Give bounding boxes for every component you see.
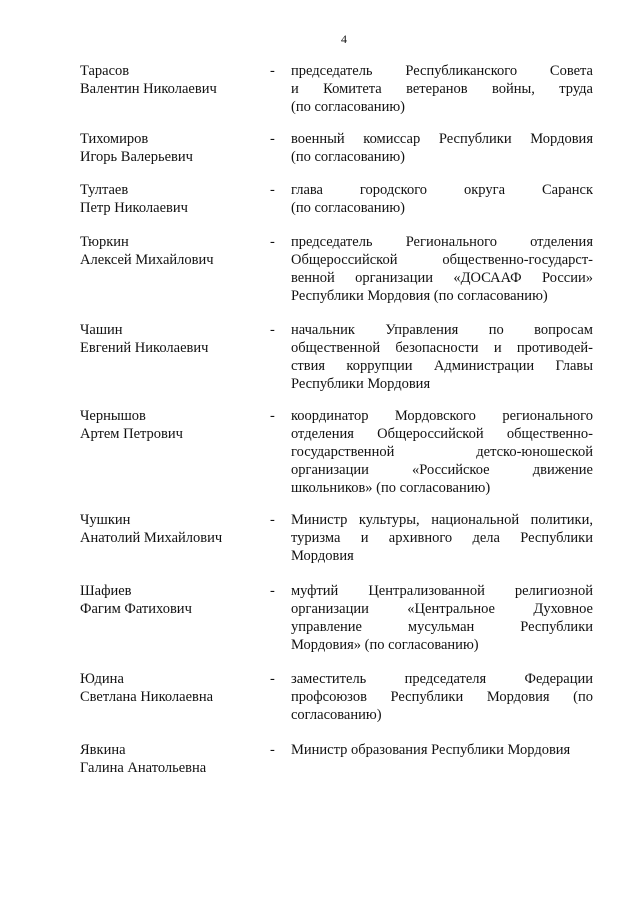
- member-given-names: Игорь Валерьевич: [80, 149, 193, 165]
- role-line: (по согласованию): [291, 149, 405, 165]
- separator-dash: -: [270, 131, 275, 147]
- member-surname: Шафиев: [80, 583, 132, 599]
- role-line: организации «Центральное Духовное: [291, 601, 593, 617]
- member-given-names: Валентин Николаевич: [80, 81, 217, 97]
- member-name: [80, 233, 265, 269]
- role-line: глава городского округа Саранск: [291, 182, 593, 198]
- member-given-names: Анатолий Михайлович: [80, 530, 223, 546]
- member-given-names: Светлана Николаевна: [80, 689, 214, 705]
- role-line: школьников» (по согласованию): [291, 480, 491, 496]
- separator-dash: -: [270, 583, 275, 599]
- member-name: [80, 741, 265, 777]
- member-name: [80, 321, 265, 357]
- role-line: венной организации «ДОСААФ России»: [291, 270, 593, 286]
- member-role: [291, 511, 593, 565]
- member-given-names: Фагим Фатихович: [80, 601, 192, 617]
- role-line: согласованию): [291, 707, 382, 723]
- page-number: 4: [341, 32, 347, 46]
- role-line: Министр культуры, национальной политики,: [291, 512, 593, 528]
- member-surname: Чернышов: [80, 408, 146, 424]
- member-role: [291, 407, 593, 497]
- member-name: [80, 181, 265, 217]
- member-role: [291, 130, 593, 166]
- member-surname: Тихомиров: [80, 131, 149, 147]
- member-name: [80, 407, 265, 443]
- role-line: муфтий Централизованной религиозной: [291, 583, 593, 599]
- role-line: Мордовия: [291, 548, 354, 564]
- role-line: Республики Мордовия: [291, 376, 431, 392]
- role-line: Мордовия» (по согласованию): [291, 637, 479, 653]
- separator-dash: -: [270, 742, 275, 758]
- role-line: (по согласованию): [291, 200, 405, 216]
- member-role: [291, 181, 593, 217]
- member-surname: Явкина: [80, 742, 126, 758]
- member-surname: Чушкин: [80, 512, 131, 528]
- role-line: государственной детско-юношеской: [291, 444, 593, 460]
- role-line: заместитель председателя Федерации: [291, 671, 593, 687]
- member-role: [291, 741, 593, 759]
- separator-dash: -: [270, 408, 275, 424]
- separator-dash: -: [270, 671, 275, 687]
- member-role: [291, 321, 593, 393]
- member-role: [291, 582, 593, 654]
- member-role: [291, 62, 593, 116]
- separator-dash: -: [270, 322, 275, 338]
- role-line: Общероссийской общественно-государст-: [291, 252, 593, 268]
- member-name: [80, 130, 265, 166]
- member-given-names: Евгений Николаевич: [80, 340, 209, 356]
- role-line: профсоюзов Республики Мордовия (по: [291, 689, 593, 705]
- member-name: [80, 62, 265, 98]
- role-line: (по согласованию): [291, 99, 405, 115]
- role-line: и Комитета ветеранов войны, труда: [291, 81, 593, 97]
- role-line: отделения Общероссийской общественно-: [291, 426, 593, 442]
- role-line: начальник Управления по вопросам: [291, 322, 593, 338]
- role-line: ствия коррупции Администрации Главы: [291, 358, 593, 374]
- member-given-names: Алексей Михайлович: [80, 252, 214, 268]
- member-given-names: Петр Николаевич: [80, 200, 188, 216]
- member-role: [291, 670, 593, 724]
- role-line: координатор Мордовского регионального: [291, 408, 593, 424]
- separator-dash: -: [270, 512, 275, 528]
- role-line: председатель Регионального отделения: [291, 234, 593, 250]
- separator-dash: -: [270, 234, 275, 250]
- role-line: организации «Российское движение: [291, 462, 593, 478]
- member-name: [80, 511, 265, 547]
- role-line: председатель Республиканского Совета: [291, 63, 593, 79]
- role-line: туризма и архивного дела Республики: [291, 530, 593, 546]
- role-line: Республики Мордовия (по согласованию): [291, 288, 548, 304]
- member-surname: Тюркин: [80, 234, 129, 250]
- member-surname: Тарасов: [80, 63, 130, 79]
- member-role: [291, 233, 593, 305]
- member-given-names: Артем Петрович: [80, 426, 183, 442]
- member-name: [80, 670, 265, 706]
- member-name: [80, 582, 265, 618]
- member-given-names: Галина Анатольевна: [80, 760, 207, 776]
- member-surname: Чашин: [80, 322, 123, 338]
- role-line: общественной безопасности и противодей-: [291, 340, 593, 356]
- role-line: военный комиссар Республики Мордовия: [291, 131, 593, 147]
- role-line: управление мусульман Республики: [291, 619, 593, 635]
- member-surname: Тултаев: [80, 182, 129, 198]
- role-line: Министр образования Республики Мордовия: [291, 742, 571, 758]
- separator-dash: -: [270, 63, 275, 79]
- separator-dash: -: [270, 182, 275, 198]
- member-surname: Юдина: [80, 671, 124, 687]
